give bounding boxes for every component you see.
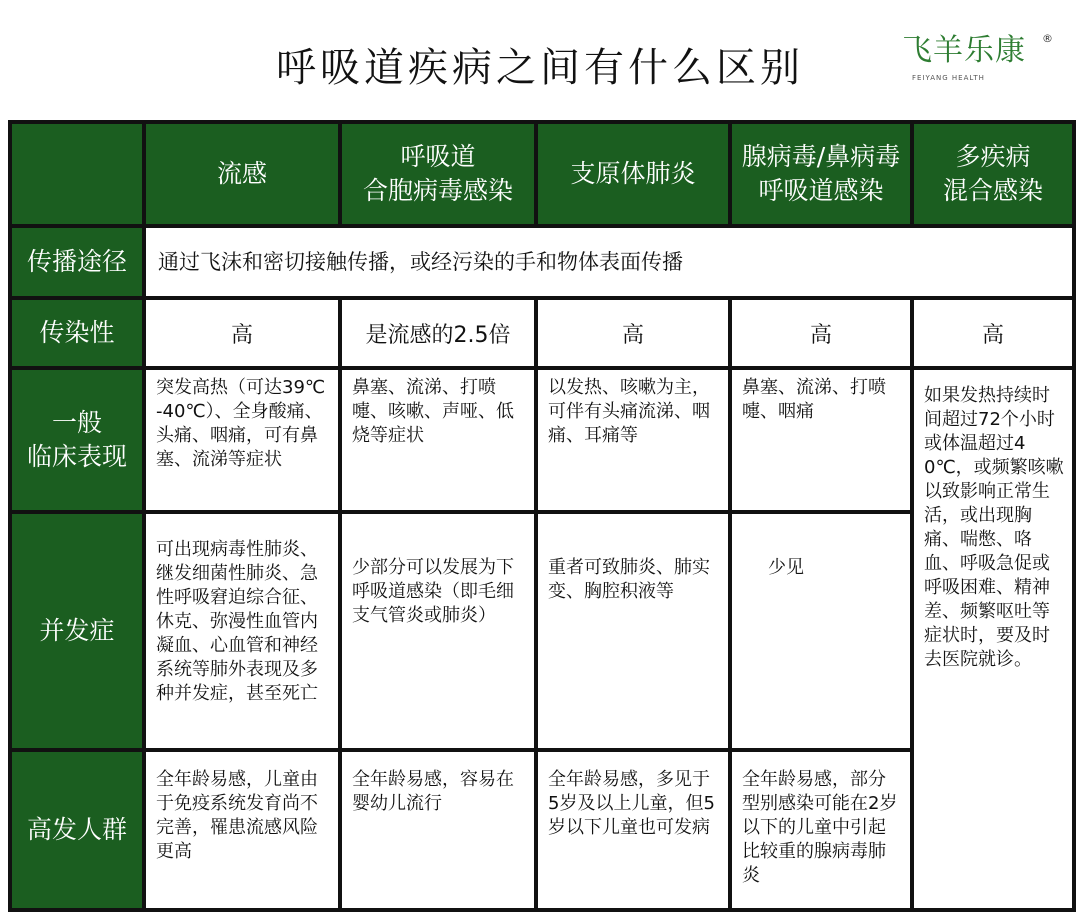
corner-cell	[10, 122, 144, 226]
row-header: 高发人群	[10, 750, 144, 910]
table-cell: 以发热、咳嗽为主，可伴有头痛流涕、咽痛、耳痛等	[536, 368, 730, 512]
table-cell: 鼻塞、流涕、打喷嚏、咳嗽、声哑、低烧等症状	[340, 368, 536, 512]
mixed-infection-advice: 如果发热持续时间超过72个小时或体温超过40℃，或频繁咳嗽以致影响正常生活，或出现胸痛、喘憋、咯血、呼吸急促或呼吸困难、精神差、频繁呕吐等症状时，要及时去医院就诊。	[912, 368, 1074, 910]
row-header: 传染性	[10, 298, 144, 368]
column-header: 腺病毒/鼻病毒 呼吸道感染	[730, 122, 912, 226]
table-row	[10, 298, 1074, 368]
table-cell: 突发高热（可达39℃-40℃）、全身酸痛、头痛、咽痛，可有鼻塞、流涕等症状	[144, 368, 340, 512]
table-cell: 高	[912, 298, 1074, 368]
table-cell: 全年龄易感，儿童由于免疫系统发育尚不完善，罹患流感风险更高	[144, 750, 340, 910]
table-row	[10, 226, 1074, 298]
table-cell: 鼻塞、流涕、打喷嚏、咽痛	[730, 368, 912, 512]
column-header: 多疾病 混合感染	[912, 122, 1074, 226]
table-cell: 高	[536, 298, 730, 368]
table-cell: 高	[730, 298, 912, 368]
comparison-table	[8, 120, 1076, 912]
table-cell: 重者可致肺炎、肺实变、胸腔积液等	[536, 512, 730, 750]
table-cell: 是流感的2.5倍	[340, 298, 536, 368]
column-header: 流感	[144, 122, 340, 226]
logo-subtitle: FEIYANG HEALTH	[912, 74, 985, 82]
header-row	[10, 122, 1074, 226]
table-cell: 高	[144, 298, 340, 368]
row-header: 一般 临床表现	[10, 368, 144, 512]
row-header: 传播途径	[10, 226, 144, 298]
table-cell: 可出现病毒性肺炎、继发细菌性肺炎、急性呼吸窘迫综合征、休克、弥漫性血管内凝血、心血管和神经系统等肺外表现及多种并发症，甚至死亡	[144, 512, 340, 750]
page-title: 呼吸道疾病之间有什么区别	[276, 45, 804, 91]
registered-mark: ®	[1042, 32, 1053, 45]
table-cell: 少见	[730, 512, 912, 750]
logo-name: 飞羊乐康	[902, 33, 1026, 68]
table-cell: 全年龄易感，多见于5岁及以上儿童，但5岁以下儿童也可发病	[536, 750, 730, 910]
row-header: 并发症	[10, 512, 144, 750]
table-cell: 全年龄易感，部分型别感染可能在2岁以下的儿童中引起比较重的腺病毒肺炎	[730, 750, 912, 910]
column-header: 呼吸道 合胞病毒感染	[340, 122, 536, 226]
table-cell: 少部分可以发展为下呼吸道感染（即毛细支气管炎或肺炎）	[340, 512, 536, 750]
transmission-text: 通过飞沫和密切接触传播，或经污染的手和物体表面传播	[144, 226, 1074, 298]
table-row	[10, 368, 1074, 512]
column-header: 支原体肺炎	[536, 122, 730, 226]
table-cell: 全年龄易感，容易在婴幼儿流行	[340, 750, 536, 910]
brand-logo	[902, 34, 1062, 86]
